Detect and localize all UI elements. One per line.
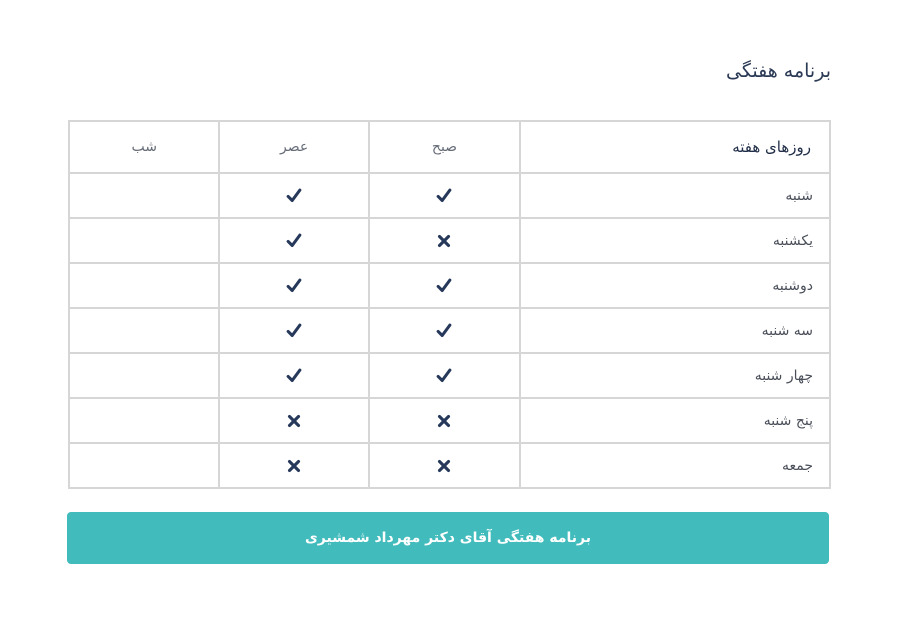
day-name-cell: چهار شنبه (520, 353, 830, 398)
cross-icon (435, 232, 453, 250)
afternoon-cell (219, 173, 368, 218)
day-name-cell: پنج شنبه (520, 398, 830, 443)
morning-cell (369, 398, 520, 443)
cross-icon (285, 412, 303, 430)
check-icon (285, 232, 303, 250)
table-row (69, 353, 830, 398)
night-cell (69, 398, 219, 443)
morning-cell (369, 218, 520, 263)
morning-cell (369, 353, 520, 398)
night-cell (69, 443, 219, 488)
cross-icon (435, 457, 453, 475)
check-icon (285, 187, 303, 205)
afternoon-cell (219, 353, 368, 398)
table-row (69, 308, 830, 353)
morning-cell (369, 308, 520, 353)
night-cell (69, 263, 219, 308)
check-icon (285, 367, 303, 385)
table-row (69, 218, 830, 263)
night-cell (69, 218, 219, 263)
afternoon-cell (219, 263, 368, 308)
table-body (69, 173, 830, 488)
weekly-schedule-doctor-button[interactable]: برنامه هفتگی آقای دکتر مهرداد شمشیری (67, 512, 829, 564)
table-header-row (69, 121, 830, 173)
afternoon-cell (219, 398, 368, 443)
check-icon (285, 322, 303, 340)
check-icon (435, 322, 453, 340)
afternoon-cell (219, 218, 368, 263)
check-icon (435, 187, 453, 205)
day-name-cell: سه شنبه (520, 308, 830, 353)
header-morning: صبح (369, 121, 520, 173)
header-night: شب (69, 121, 219, 173)
table-row (69, 443, 830, 488)
night-cell (69, 308, 219, 353)
header-afternoon: عصر (219, 121, 368, 173)
night-cell (69, 173, 219, 218)
morning-cell (369, 263, 520, 308)
table-row (69, 398, 830, 443)
afternoon-cell (219, 308, 368, 353)
day-name-cell: یکشنبه (520, 218, 830, 263)
day-name-cell: جمعه (520, 443, 830, 488)
weekly-schedule-table (68, 120, 831, 489)
header-days-of-week: روزهای هفته (520, 121, 830, 173)
night-cell (69, 353, 219, 398)
table-row (69, 173, 830, 218)
day-name-cell: شنبه (520, 173, 830, 218)
check-icon (285, 277, 303, 295)
table-row (69, 263, 830, 308)
morning-cell (369, 443, 520, 488)
day-name-cell: دوشنبه (520, 263, 830, 308)
afternoon-cell (219, 443, 368, 488)
morning-cell (369, 173, 520, 218)
cross-icon (435, 412, 453, 430)
cross-icon (285, 457, 303, 475)
check-icon (435, 277, 453, 295)
check-icon (435, 367, 453, 385)
page-title: برنامه هفتگی (726, 60, 831, 82)
